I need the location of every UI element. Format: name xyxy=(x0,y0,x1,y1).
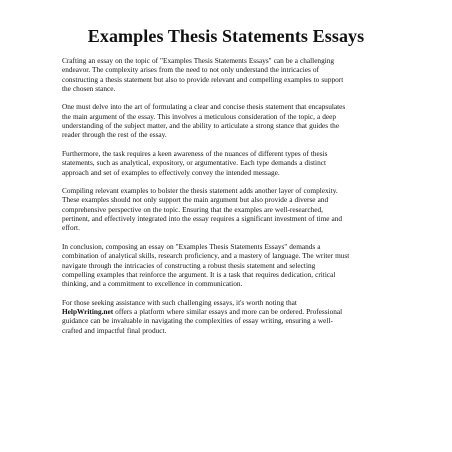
paragraph-line: approach and set of examples to effectively convey the intended message. xyxy=(62,167,280,177)
paragraph-line: Furthermore, the task requires a keen awareness of the nuances of different types of thesis xyxy=(62,148,328,158)
paragraph-line: guidance can be invaluable in navigating the complexities of essay writing, ensuring a well- xyxy=(62,316,333,326)
paragraph-line xyxy=(62,307,402,316)
paragraph-line: endeavor. The complexity arises from the need to not only understand the intricacies of xyxy=(62,65,319,75)
paragraph-4 xyxy=(62,186,402,232)
paragraph-line: understanding of the subject matter, and the ability to articulate a strong stance that guides the xyxy=(62,121,340,131)
paragraph-line: crafted and impactful final product. xyxy=(62,325,167,335)
paragraph-line: These examples should not only support the main argument but also provide a diverse and xyxy=(62,195,329,205)
paragraph-line: constructing a thesis statement but also to provide relevant and compelling examples to support xyxy=(62,74,344,84)
paragraph-line: effort. xyxy=(62,223,80,233)
paragraph-line: combination of analytical skills, research proficiency, and a mastery of language. The writer must xyxy=(62,251,350,261)
paragraph-line: the chosen stance. xyxy=(62,83,116,93)
paragraph-line: In conclusion, composing an essay on "Examples Thesis Statements Essays" demands a xyxy=(62,241,321,251)
helpwriting-brand-name: HelpWriting.net xyxy=(62,307,114,317)
paragraph-line: One must delve into the art of formulating a clear and concise thesis statement that encapsulates xyxy=(62,102,346,112)
paragraph-3 xyxy=(62,149,402,177)
paragraph-5 xyxy=(62,242,402,288)
paragraph-line: navigate through the intricacies of constructing a robust thesis statement and selecting xyxy=(62,260,316,270)
paragraph-line: reader through the rest of the essay. xyxy=(62,130,167,140)
closing-paragraph xyxy=(62,298,402,335)
paragraph-line: comprehensive perspective on the topic. Ensuring that the examples are well-researched, xyxy=(62,204,323,214)
paragraph-line: pertinent, and effectively integrated into the essay requires a significant investment of time and xyxy=(62,214,343,224)
paragraph-2 xyxy=(62,102,402,139)
paragraph-line: thinking, and a commitment to excellence in communication. xyxy=(62,279,243,289)
document-title: Examples Thesis Statements Essays xyxy=(87,26,365,46)
document-body xyxy=(62,56,402,344)
paragraph-line: Compiling relevant examples to bolster the thesis statement adds another layer of complexity. xyxy=(62,186,338,196)
paragraph-line: For those seeking assistance with such challenging essays, it's worth noting that xyxy=(62,297,297,307)
paragraph-line: compelling examples that reinforce the argument. It is a task that requires dedication, critical xyxy=(62,269,336,279)
paragraph-line: the main argument of the essay. This involves a meticulous consideration of the topic, a deep xyxy=(62,111,336,121)
paragraph-line: statements, such as analytical, expository, or argumentative. Each type demands a distinct xyxy=(62,158,327,168)
paragraph-line: Crafting an essay on the topic of "Examples Thesis Statements Essays" can be a challenging xyxy=(62,56,335,65)
paragraph-1 xyxy=(62,56,402,93)
paragraph-line-rest: offers a platform where similar essays and more can be ordered. Professional xyxy=(113,307,343,317)
